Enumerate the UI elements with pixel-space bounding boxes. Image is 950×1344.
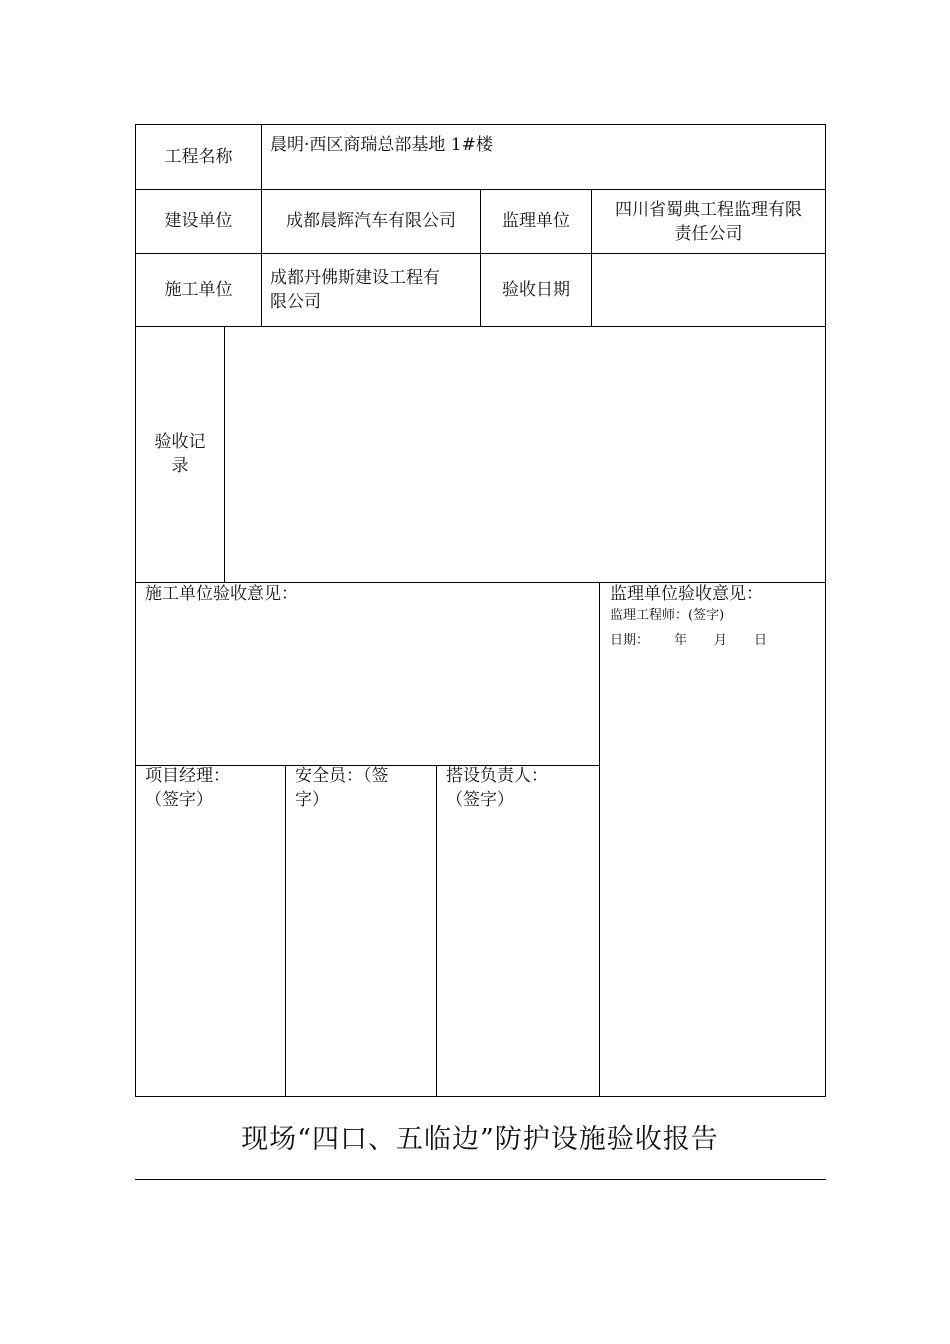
contractor-value-line1: 成都丹佛斯建设工程有: [270, 268, 440, 288]
safety-officer-signature: 字）: [295, 790, 329, 810]
table-rule: [599, 582, 600, 1096]
erection-lead-signature: （签字）: [446, 790, 514, 810]
table-rule: [224, 326, 225, 582]
report-title: 现场“四口、五临边”防护设施验收报告: [241, 1124, 719, 1155]
supervisor-label: 监理单位: [502, 211, 570, 231]
project-manager-signature: （签字）: [145, 790, 213, 810]
table-rule: [436, 765, 437, 1096]
acceptance-date-label: 验收日期: [502, 280, 570, 300]
record-label-line1: 验收记: [154, 432, 206, 452]
builder-label: 建设单位: [164, 211, 233, 231]
builder-value: 成都晨辉汽车有限公司: [286, 211, 456, 231]
table-rule: [135, 326, 826, 327]
safety-officer-label: 安全员：（签: [295, 766, 389, 786]
supervisor-value-line2: 责任公司: [674, 224, 743, 244]
date-month: 月: [714, 633, 728, 648]
record-label-line2: 录: [171, 456, 189, 476]
erection-lead-label: 搭设负责人：: [446, 766, 548, 786]
table-rule: [285, 765, 286, 1096]
table-rule: [825, 124, 826, 1097]
date-label: 日期：: [610, 633, 650, 648]
date-year: 年: [674, 633, 688, 648]
project-name-value: 晨明·西区商瑞总部基地 1#楼: [270, 135, 493, 155]
table-rule: [135, 124, 826, 125]
contractor-label: 施工单位: [164, 280, 233, 300]
title-underline: [135, 1179, 826, 1180]
supervisor-opinion-label: 监理单位验收意见：: [610, 584, 763, 604]
supervising-engineer-signature: 监理工程师：(签字): [610, 608, 725, 623]
table-rule: [135, 124, 136, 1097]
supervisor-value-line1: 四川省蜀典工程监理有限: [615, 200, 802, 220]
project-manager-label: 项目经理：: [145, 766, 230, 786]
contractor-value-line2: 限公司: [270, 292, 321, 312]
project-name-label: 工程名称: [164, 147, 233, 167]
contractor-opinion-label: 施工单位验收意见：: [145, 584, 298, 604]
table-rule: [135, 1096, 826, 1097]
date-day: 日: [754, 633, 768, 648]
